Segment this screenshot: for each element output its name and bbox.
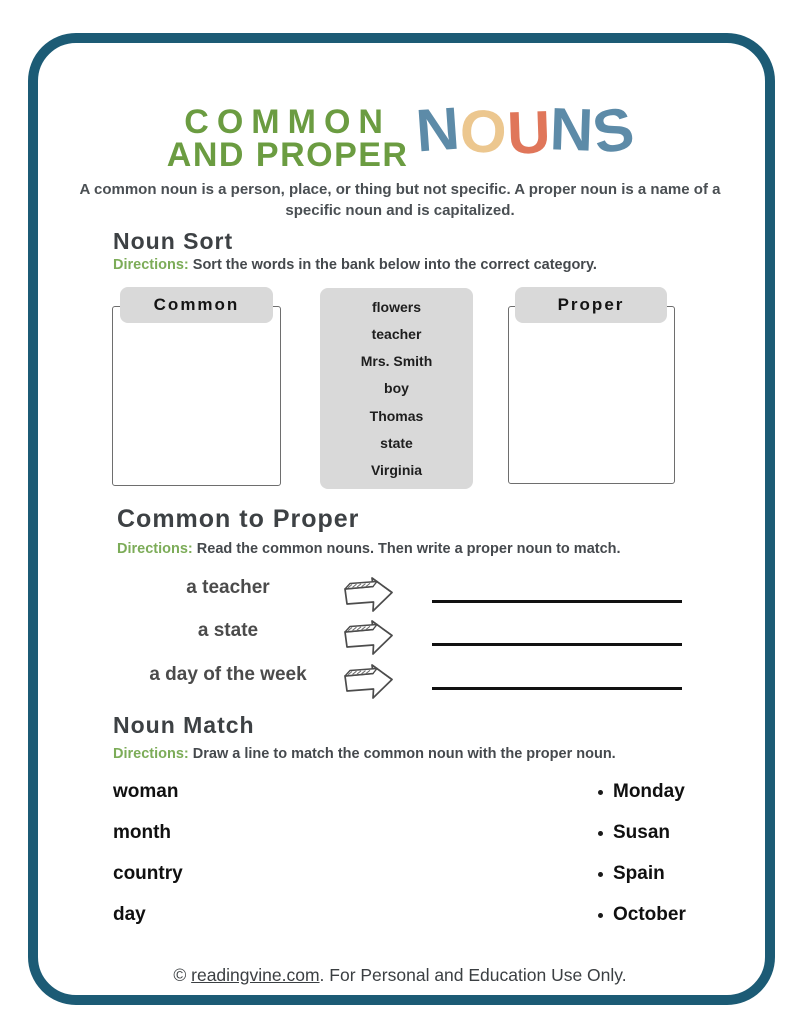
bubble-letter-u: U — [505, 98, 552, 167]
common-to-proper-row — [113, 659, 683, 703]
match-proper-noun-item — [598, 904, 686, 926]
match-common-noun: day — [113, 904, 146, 925]
proper-sort-box — [508, 306, 675, 484]
bubble-letter-s: S — [587, 94, 639, 167]
match-proper-noun-item — [598, 781, 685, 803]
match-common-noun: month — [113, 822, 172, 843]
bullet-icon — [598, 790, 603, 795]
common-box-label: Common — [120, 287, 273, 323]
match-proper-noun: October — [613, 904, 686, 925]
common-to-proper-directions — [117, 541, 621, 557]
match-row — [0, 822, 800, 846]
match-row — [0, 904, 800, 928]
footer — [0, 965, 800, 986]
prompt-label: a teacher — [186, 577, 270, 598]
word-bank-item: Mrs. Smith — [360, 353, 433, 370]
word-bank-item: teacher — [371, 325, 422, 342]
noun-sort-directions-text: Sort the words in the bank below into the correct category. — [192, 257, 597, 273]
answer-line — [432, 643, 682, 646]
footer-copyright: © — [173, 965, 192, 985]
noun-sort-heading: Noun Sort — [113, 228, 234, 254]
footer-link[interactable]: readingvine.com — [191, 965, 320, 985]
noun-match-heading: Noun Match — [113, 712, 255, 738]
arrow-icon — [341, 616, 397, 665]
common-to-proper-directions-text: Read the common nouns. Then write a proper noun to match. — [196, 541, 621, 557]
common-to-proper-directions-label: Directions: — [117, 541, 193, 557]
title-line-and-proper: AND PROPER — [166, 136, 409, 174]
prompt-label: a day of the week — [149, 664, 307, 685]
title-common-and-proper — [166, 103, 409, 174]
common-to-proper-row — [113, 572, 683, 616]
common-to-proper-heading: Common to Proper — [117, 505, 360, 533]
bullet-icon — [598, 831, 603, 836]
footer-text: . For Personal and Education Use Only. — [319, 965, 627, 985]
match-proper-noun-item — [598, 863, 665, 885]
match-proper-noun: Monday — [613, 781, 685, 802]
answer-line — [432, 687, 682, 690]
common-sort-box — [112, 306, 281, 486]
match-common-noun: country — [113, 863, 183, 884]
word-bank-item: state — [380, 435, 413, 452]
noun-sort-directions — [113, 257, 597, 273]
proper-box-label: Proper — [515, 287, 667, 323]
word-bank-item: Thomas — [369, 407, 424, 424]
intro-text: A common noun is a person, place, or thing but not specific. A proper noun is a name of a specific noun and is capitalized. — [79, 181, 721, 219]
match-proper-noun: Susan — [613, 822, 671, 843]
noun-match-directions-label: Directions: — [113, 746, 189, 762]
match-row — [0, 863, 800, 887]
bubble-letter-n1: N — [414, 94, 463, 165]
worksheet-title — [0, 94, 800, 174]
bullet-icon — [598, 913, 603, 918]
answer-line — [432, 600, 682, 603]
common-to-proper-row — [113, 615, 683, 659]
title-line-common: COMMON — [184, 103, 391, 141]
match-common-noun: woman — [113, 781, 179, 802]
bubble-letter-n2: N — [548, 95, 595, 164]
noun-match-directions-text: Draw a line to match the common noun with the proper noun. — [192, 746, 616, 762]
match-row — [0, 781, 800, 805]
title-nouns — [414, 94, 639, 167]
word-bank-item: flowers — [371, 298, 421, 315]
arrow-icon — [341, 660, 397, 709]
noun-match-directions — [113, 746, 616, 762]
match-proper-noun: Spain — [613, 863, 665, 884]
match-proper-noun-item — [598, 822, 670, 844]
word-bank-item: boy — [384, 380, 409, 397]
bullet-icon — [598, 872, 603, 877]
word-bank — [320, 288, 473, 489]
word-bank-item: Virginia — [370, 462, 423, 479]
bubble-letter-o: O — [458, 96, 509, 167]
noun-sort-directions-label: Directions: — [113, 257, 189, 273]
prompt-label: a state — [197, 620, 259, 641]
